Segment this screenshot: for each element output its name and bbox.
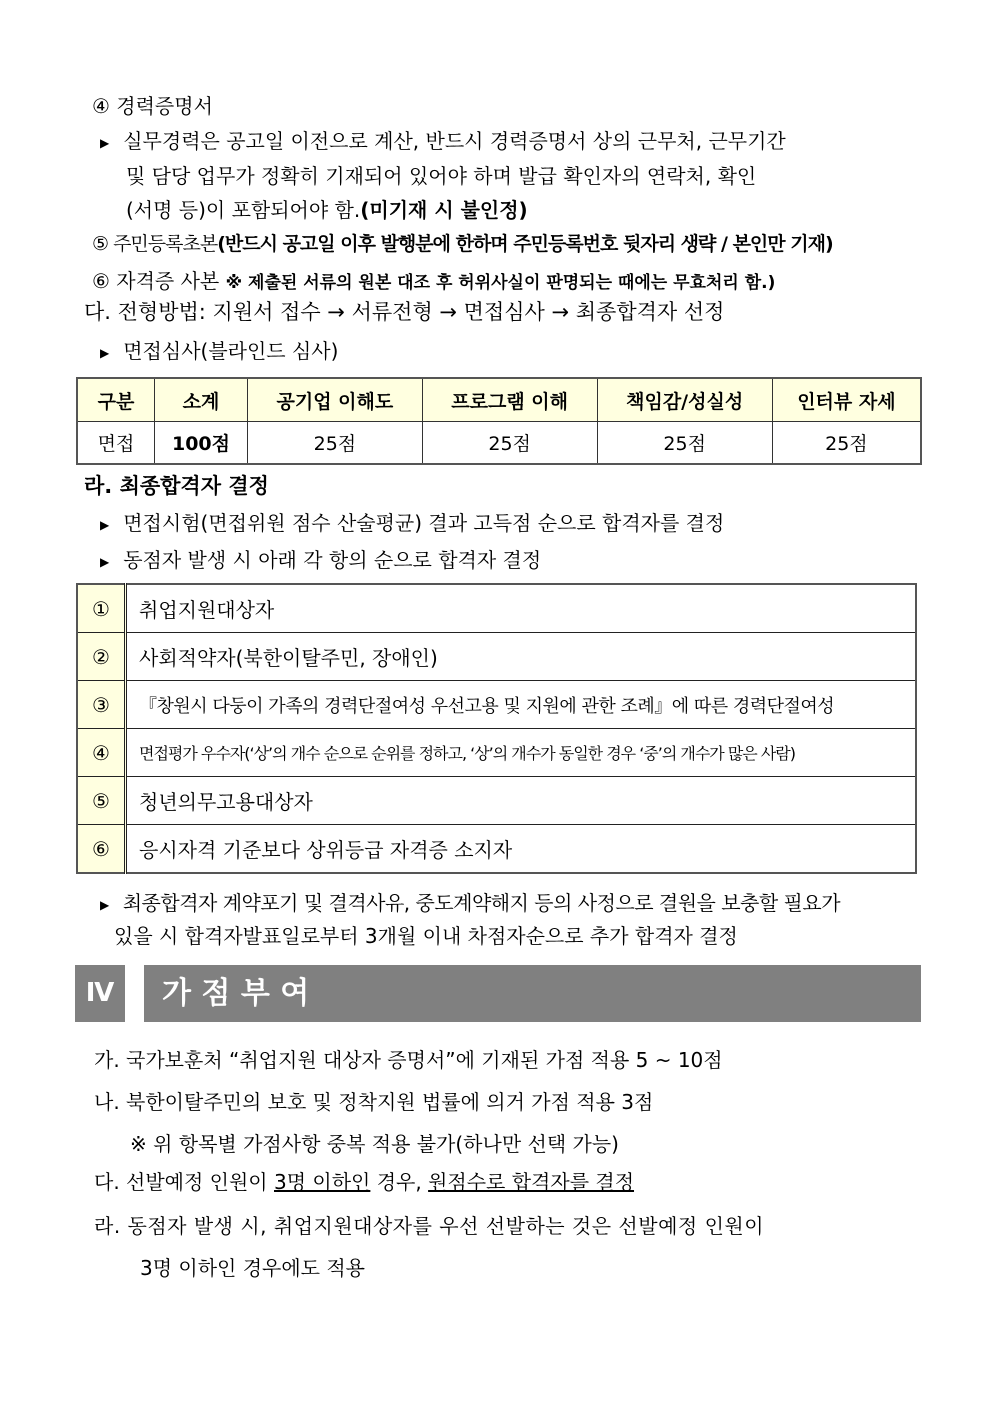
bonus-note: ※ 위 항목별 가점사항 중복 적용 불가(하나만 선택 가능) (130, 1132, 619, 1156)
text: 사회적약자(북한이탈주민, 장애인) (126, 633, 917, 681)
item-4: ④ 경력증명서 (92, 94, 213, 118)
bonus-d: 라. 동점자 발생 시, 취업지원대상자를 우선 선발하는 것은 선발예정 인원이 (94, 1214, 765, 1238)
number: ① (77, 584, 126, 633)
number: ④ (77, 729, 126, 777)
priority-table (76, 583, 917, 874)
bonus-c (94, 1166, 634, 1195)
cell: 25점 (422, 422, 597, 465)
cell: 25점 (772, 422, 921, 465)
text: (반드시 공고일 이후 발행분에 한하며 주민등록번호 뒷자리 생략 / 본인만 기재) (217, 233, 833, 255)
bonus-a: 가. 국가보훈처 “취업지원 대상자 증명서”에 기재된 가점 적용 5 ~ 10점 (94, 1048, 723, 1072)
triangle-bullet-icon: ▶ (100, 517, 110, 532)
item-5 (92, 229, 833, 256)
text: ⑤ 주민등록초본 (92, 233, 218, 255)
text: 및 담당 업무가 정확히 기재되어 있어야 하며 발급 확인자의 연락처, 확인 (126, 164, 757, 188)
text: (서명 등)이 포함되어야 함. (126, 198, 361, 222)
triangle-bullet-icon: ▶ (100, 345, 110, 360)
text: 면접평가 우수자(‘상’의 개수 순으로 순위를 정하고, ‘상’의 개수가 동일한 경우 ‘중’의 개수가 많은 사람) (126, 729, 917, 777)
text: 동점자 발생 시 아래 각 항의 순으로 합격자 결정 (123, 548, 542, 572)
text: (미기재 시 불인정) (360, 198, 528, 222)
header-cell: 책임감/성실성 (597, 378, 772, 422)
section-title: 가 점 부 여 (144, 965, 921, 1022)
number: ⑤ (77, 777, 126, 825)
bullet-career (100, 125, 786, 154)
text: 있을 시 합격자발표일로부터 3개월 이내 차점자순으로 추가 합격자 결정 (114, 924, 738, 948)
triangle-bullet-icon: ▶ (100, 135, 110, 150)
triangle-bullet-icon: ▶ (100, 554, 110, 569)
table-row (77, 584, 916, 633)
bullet (100, 507, 724, 536)
text: 면접시험(면접위원 점수 산술평균) 결과 고득점 순으로 합격자를 결정 (123, 511, 725, 535)
bullet (100, 887, 840, 916)
header-cell: 소계 (155, 378, 248, 422)
table-row (77, 729, 916, 777)
text: ⑥ 자격증 사본 (92, 269, 220, 293)
text: ※ 제출된 서류의 원본 대조 후 허위사실이 판명되는 때에는 무효처리 함.) (225, 273, 776, 293)
item-6 (92, 265, 775, 294)
header-cell: 공기업 이해도 (248, 378, 423, 422)
text: 청년의무고용대상자 (126, 777, 917, 825)
bonus-b: 나. 북한이탈주민의 보호 및 정착지원 법률에 의거 가점 적용 3점 (94, 1090, 654, 1114)
text: 경우, (370, 1170, 429, 1194)
number: ② (77, 633, 126, 681)
cell: 100점 (155, 422, 248, 465)
cell: 면접 (77, 422, 155, 465)
cell: 25점 (248, 422, 423, 465)
number: ⑥ (77, 825, 126, 874)
heading-method: 다. 전형방법: 지원서 접수 → 서류전형 → 면접심사 → 최종합격자 선정 (84, 300, 725, 324)
text: 원점수로 합격자를 결정 (428, 1170, 635, 1194)
text: 3명 이하인 (274, 1170, 371, 1194)
triangle-bullet-icon: ▶ (100, 897, 109, 912)
number: ③ (77, 681, 126, 729)
text: 응시자격 기준보다 상위등급 자격증 소지자 (126, 825, 917, 874)
table-row (77, 633, 916, 681)
header-cell: 인터뷰 자세 (772, 378, 921, 422)
header-cell: 프로그램 이해 (422, 378, 597, 422)
table-row (77, 777, 916, 825)
text: 다. 선발예정 인원이 (94, 1170, 274, 1194)
text: 『창원시 다둥이 가족의 경력단절여성 우선고용 및 지원에 관한 조례』에 따른 경력단절여성 (126, 681, 917, 729)
text: 3명 이하인 경우에도 적용 (140, 1256, 365, 1280)
text (126, 194, 528, 223)
score-table (76, 377, 922, 465)
table-row (77, 681, 916, 729)
cell: 25점 (597, 422, 772, 465)
text: 취업지원대상자 (126, 584, 917, 633)
bullet (100, 544, 541, 573)
bullet-interview (100, 335, 338, 364)
header-cell: 구분 (77, 378, 155, 422)
text: 면접심사(블라인드 심사) (123, 339, 339, 363)
text: 실무경력은 공고일 이전으로 계산, 반드시 경력증명서 상의 근무처, 근무기간 (123, 129, 786, 153)
heading-final: 라. 최종합격자 결정 (84, 474, 269, 498)
table-row (77, 825, 916, 874)
text: 최종합격자 계약포기 및 결격사유, 중도계약해지 등의 사정으로 결원을 보충할 필요가 (122, 891, 841, 915)
section-number: Ⅳ (75, 965, 125, 1022)
